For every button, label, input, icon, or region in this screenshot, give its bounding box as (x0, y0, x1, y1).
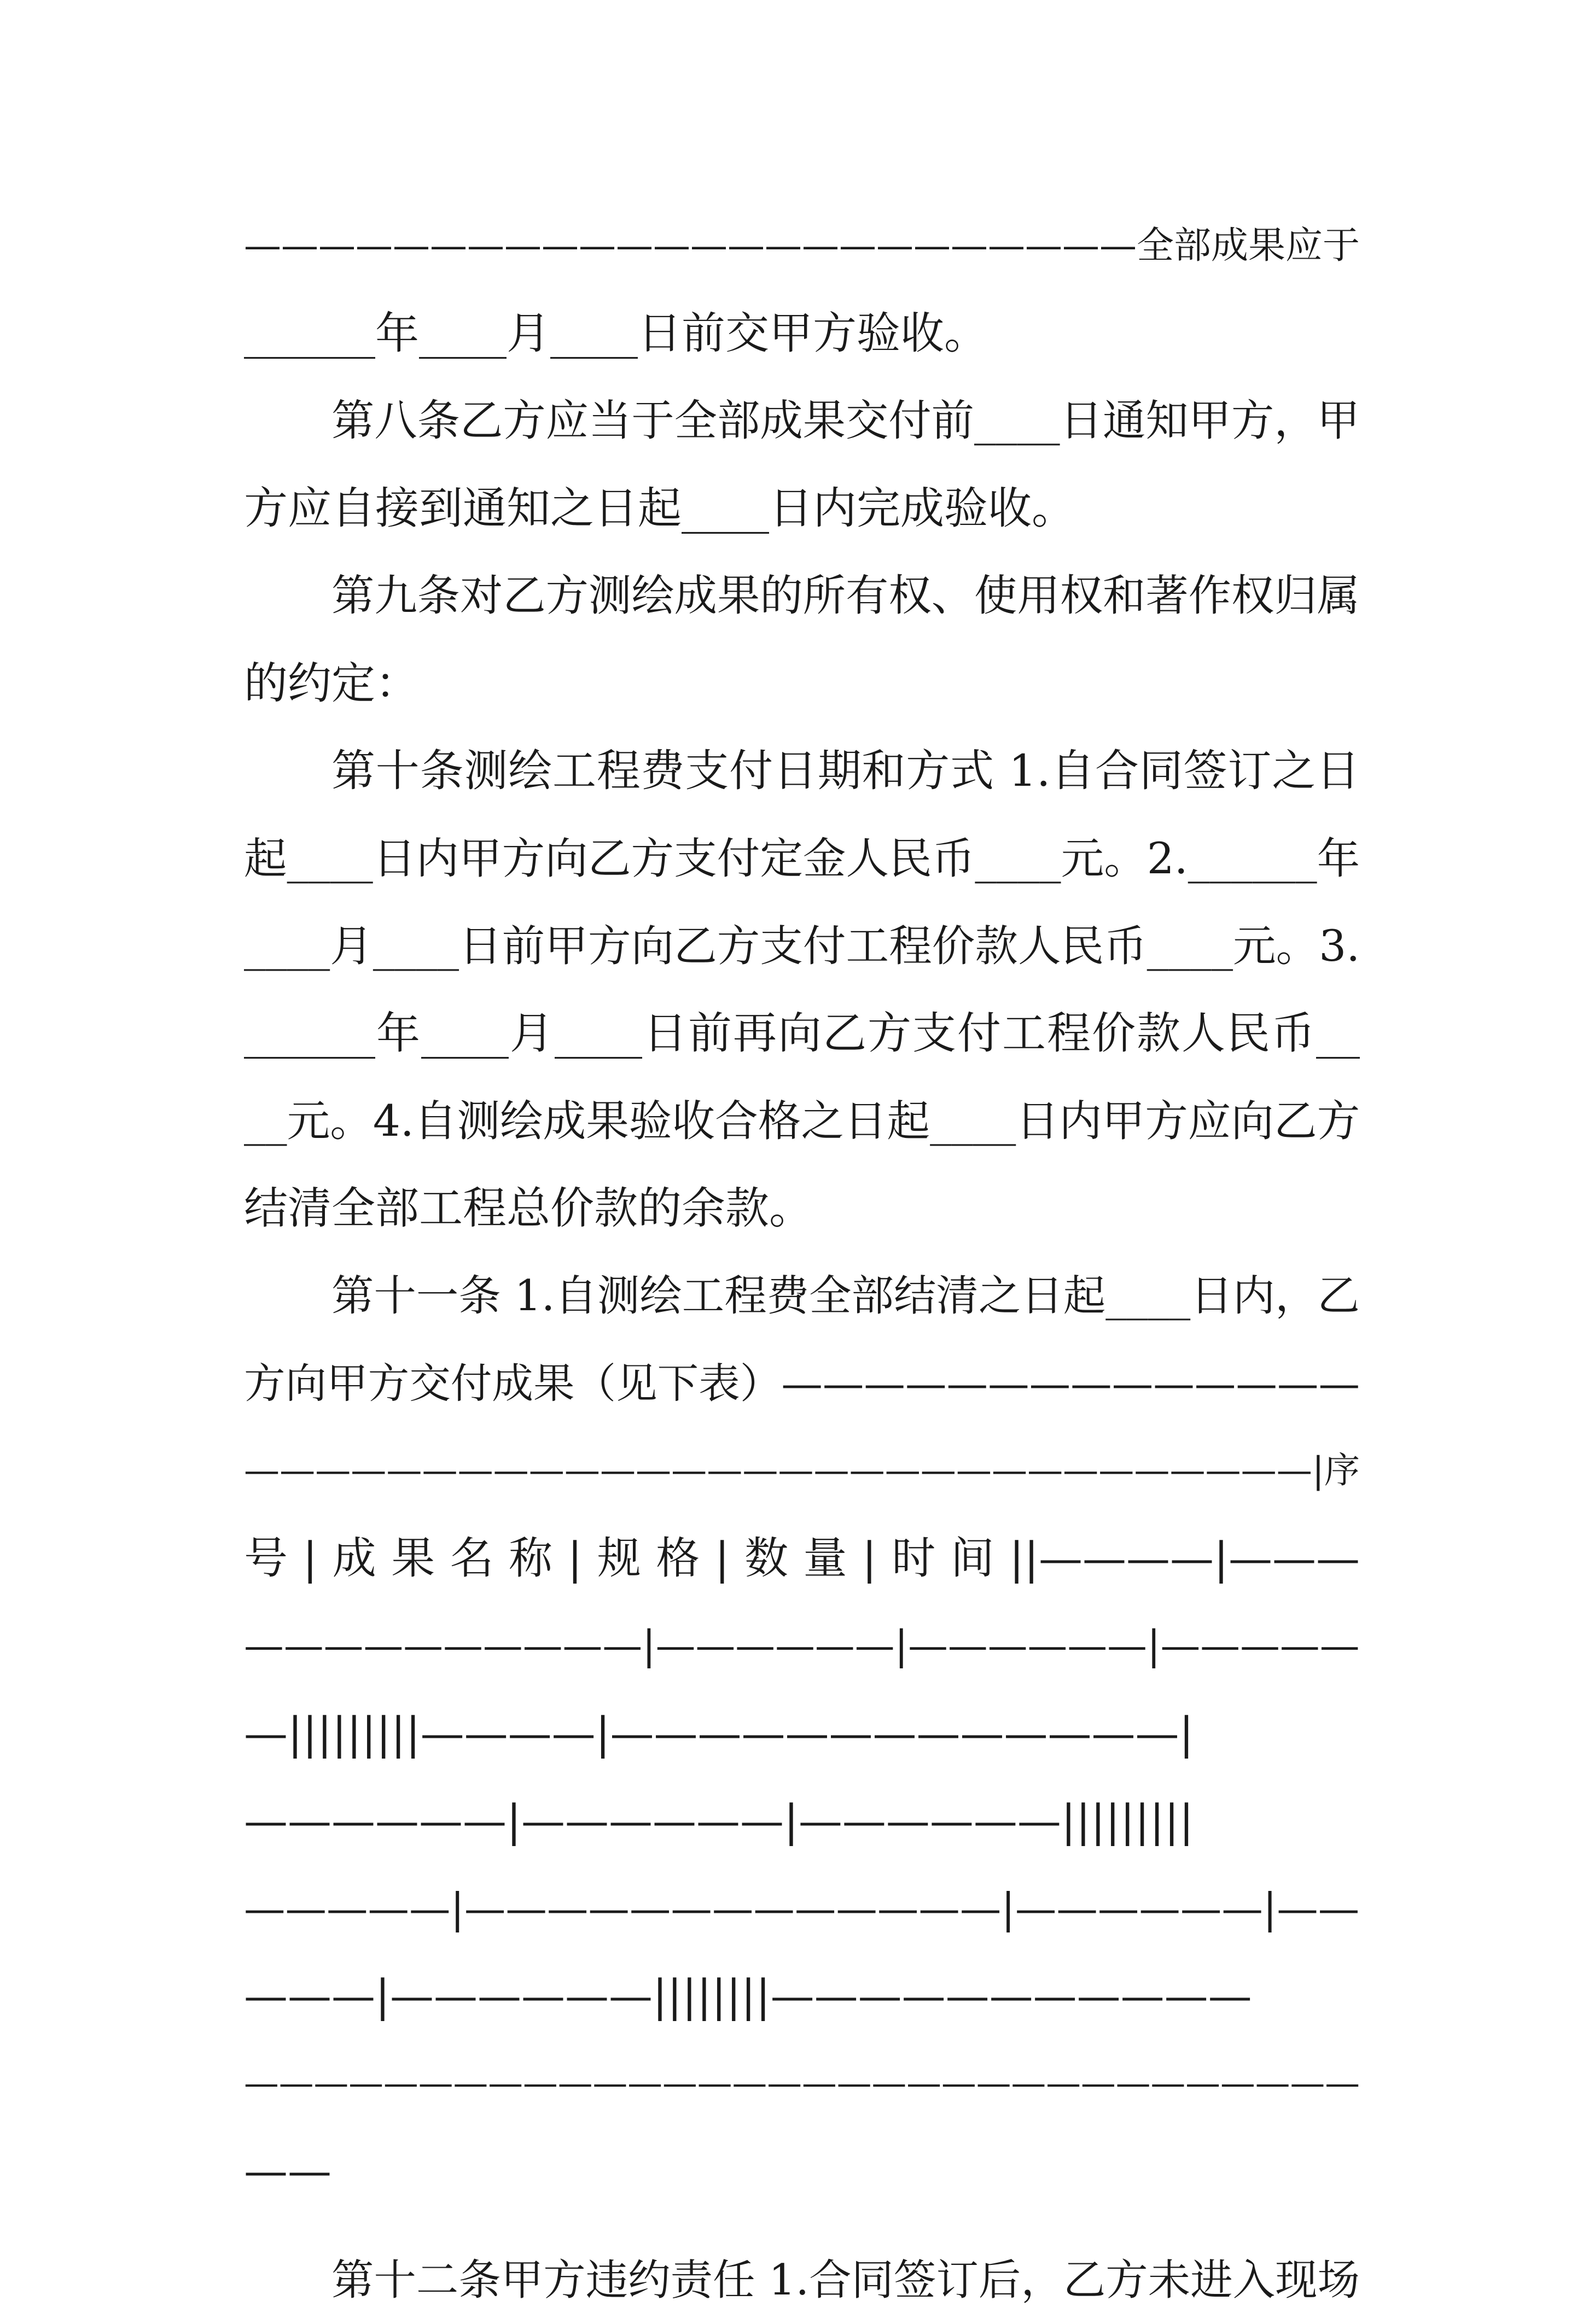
article-10-line-3: ____月____日前甲方向乙方支付工程价款人民币____元。3. (244, 921, 1360, 971)
table-text-line-8: ———————————————————————————————— (244, 2063, 1360, 2104)
text-line-2: ______年____月____日前交甲方验收。 (244, 308, 988, 359)
article-10-line-6: 结清全部工程总价款的余款。 (244, 1183, 813, 1234)
document-page (244, 202, 1360, 2324)
article-12-line-1: 第十二条甲方违约责任 1.合同签订后，乙方未进入现场 (331, 2256, 1360, 2305)
article-8-line-2: 方应自接到通知之日起____日内完成验收。 (244, 483, 1075, 534)
table-text-line-6: —————|—————————————|——————|—— (244, 1884, 1360, 1932)
table-text-line-7: ———|——————||||||||——————————— (244, 1970, 1252, 2021)
paragraph-gap (244, 2215, 1360, 2237)
article-8-line-1: 第八条乙方应当于全部成果交付前____日通知甲方，甲 (331, 396, 1360, 446)
table-text-line-1: ——————————————————————————————|序 (244, 1450, 1360, 1491)
table-text-line-9: —— (244, 2145, 331, 2196)
table-text-line-5: ——————|——————|——————||||||||| (244, 1795, 1194, 1846)
article-10-line-2: 起____日内甲方向乙方支付定金人民币____元。2.______年 (244, 833, 1360, 884)
table-text-line-2: 号|成果名称|规格|数量|时间||————|——— (244, 1533, 1360, 1584)
table-text-line-4: —|||||||||————|—————————————| (244, 1708, 1194, 1759)
article-9-line-2: 的约定： (244, 658, 419, 709)
article-9-line-1: 第九条对乙方测绘成果的所有权、使用权和著作权归属 (331, 571, 1360, 621)
article-10-line-1: 第十条测绘工程费支付日期和方式 1.自合同签订之日 (331, 745, 1360, 796)
article-11-line-2: 方向甲方交付成果（见下表）—————————————— (244, 1359, 1360, 1408)
article-10-line-5: __元。4.自测绘成果验收合格之日起____日内甲方应向乙方 (244, 1096, 1360, 1146)
text-line-1: ————————————————————————全部成果应于 (244, 224, 1360, 267)
table-text-line-3: ——————————|——————|——————|————— (244, 1622, 1360, 1669)
article-11-line-1: 第十一条 1.自测绘工程费全部结清之日起____日内，乙 (331, 1271, 1360, 1321)
article-10-line-4: ______年____月____日前再向乙方支付工程价款人民币__ (244, 1008, 1360, 1059)
